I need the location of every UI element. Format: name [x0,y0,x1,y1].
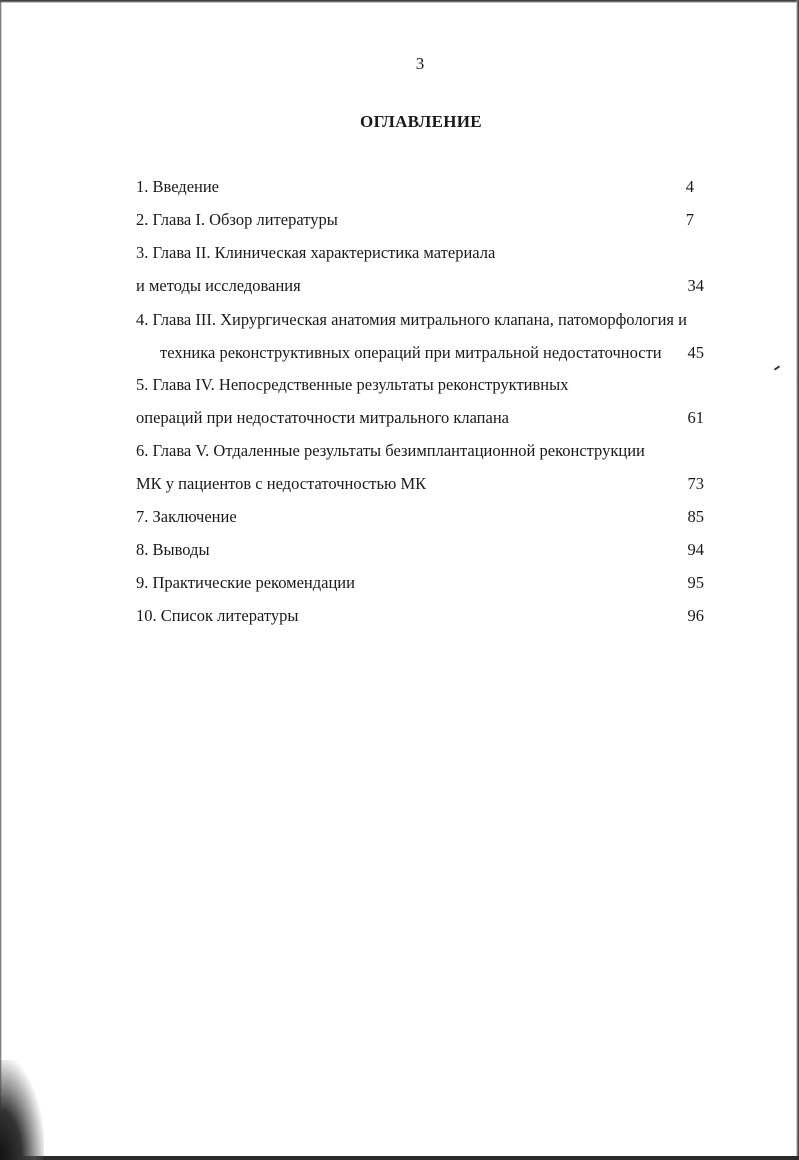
toc-page-number: 34 [687,276,704,295]
toc-entry-chapter-4: 5. Глава IV. Непосредственные результаты реконструктивных [136,375,569,394]
toc-page-number: 96 [687,606,704,625]
toc-entry-introduction: 1. Введение [136,177,220,196]
toc-page-number: 95 [687,573,704,592]
page-title: ОГЛАВЛЕНИЕ [360,112,482,131]
toc-entry-chapter-3: 4. Глава III. Хирургическая анатомия митрального клапана, патоморфология и [136,310,687,329]
toc-entry-conclusion: 7. Заключение [136,507,237,526]
toc-page-number: 61 [687,408,704,427]
toc-entry-references: 10. Список литературы [136,606,299,625]
toc-entry-chapter-2-continued: и методы исследования [136,276,301,295]
toc-entry-chapter-5: 6. Глава V. Отдаленные результаты безимплантационной реконструкции [136,441,645,460]
toc-page-number: 4 [685,177,694,196]
toc-page-number: 45 [687,343,704,362]
toc-entry-chapter-3-continued: техника реконструктивных операций при митральной недостаточности [160,343,662,362]
toc-entry-findings: 8. Выводы [136,540,210,559]
scan-edge-bottom [0,1156,799,1160]
scan-speck [774,365,780,370]
scan-edge-top [0,0,799,3]
toc-entry-chapter-4-continued: операций при недостаточности митрального клапана [136,408,509,427]
toc-page-number: 85 [687,507,704,526]
toc-page-number: 7 [685,210,694,229]
toc-entry-chapter-1: 2. Глава I. Обзор литературы [136,210,338,229]
scan-edge-left [0,0,2,1160]
page-number: 3 [415,54,425,73]
toc-page-number: 73 [687,474,704,493]
toc-page-number: 94 [687,540,704,559]
toc-entry-recommendations: 9. Практические рекомендации [136,573,355,592]
scan-corner-shadow [0,1060,44,1160]
toc-entry-chapter-5-continued: МК у пациентов с недостаточностью МК [136,474,427,493]
toc-entry-chapter-2: 3. Глава II. Клиническая характеристика материала [136,243,496,262]
